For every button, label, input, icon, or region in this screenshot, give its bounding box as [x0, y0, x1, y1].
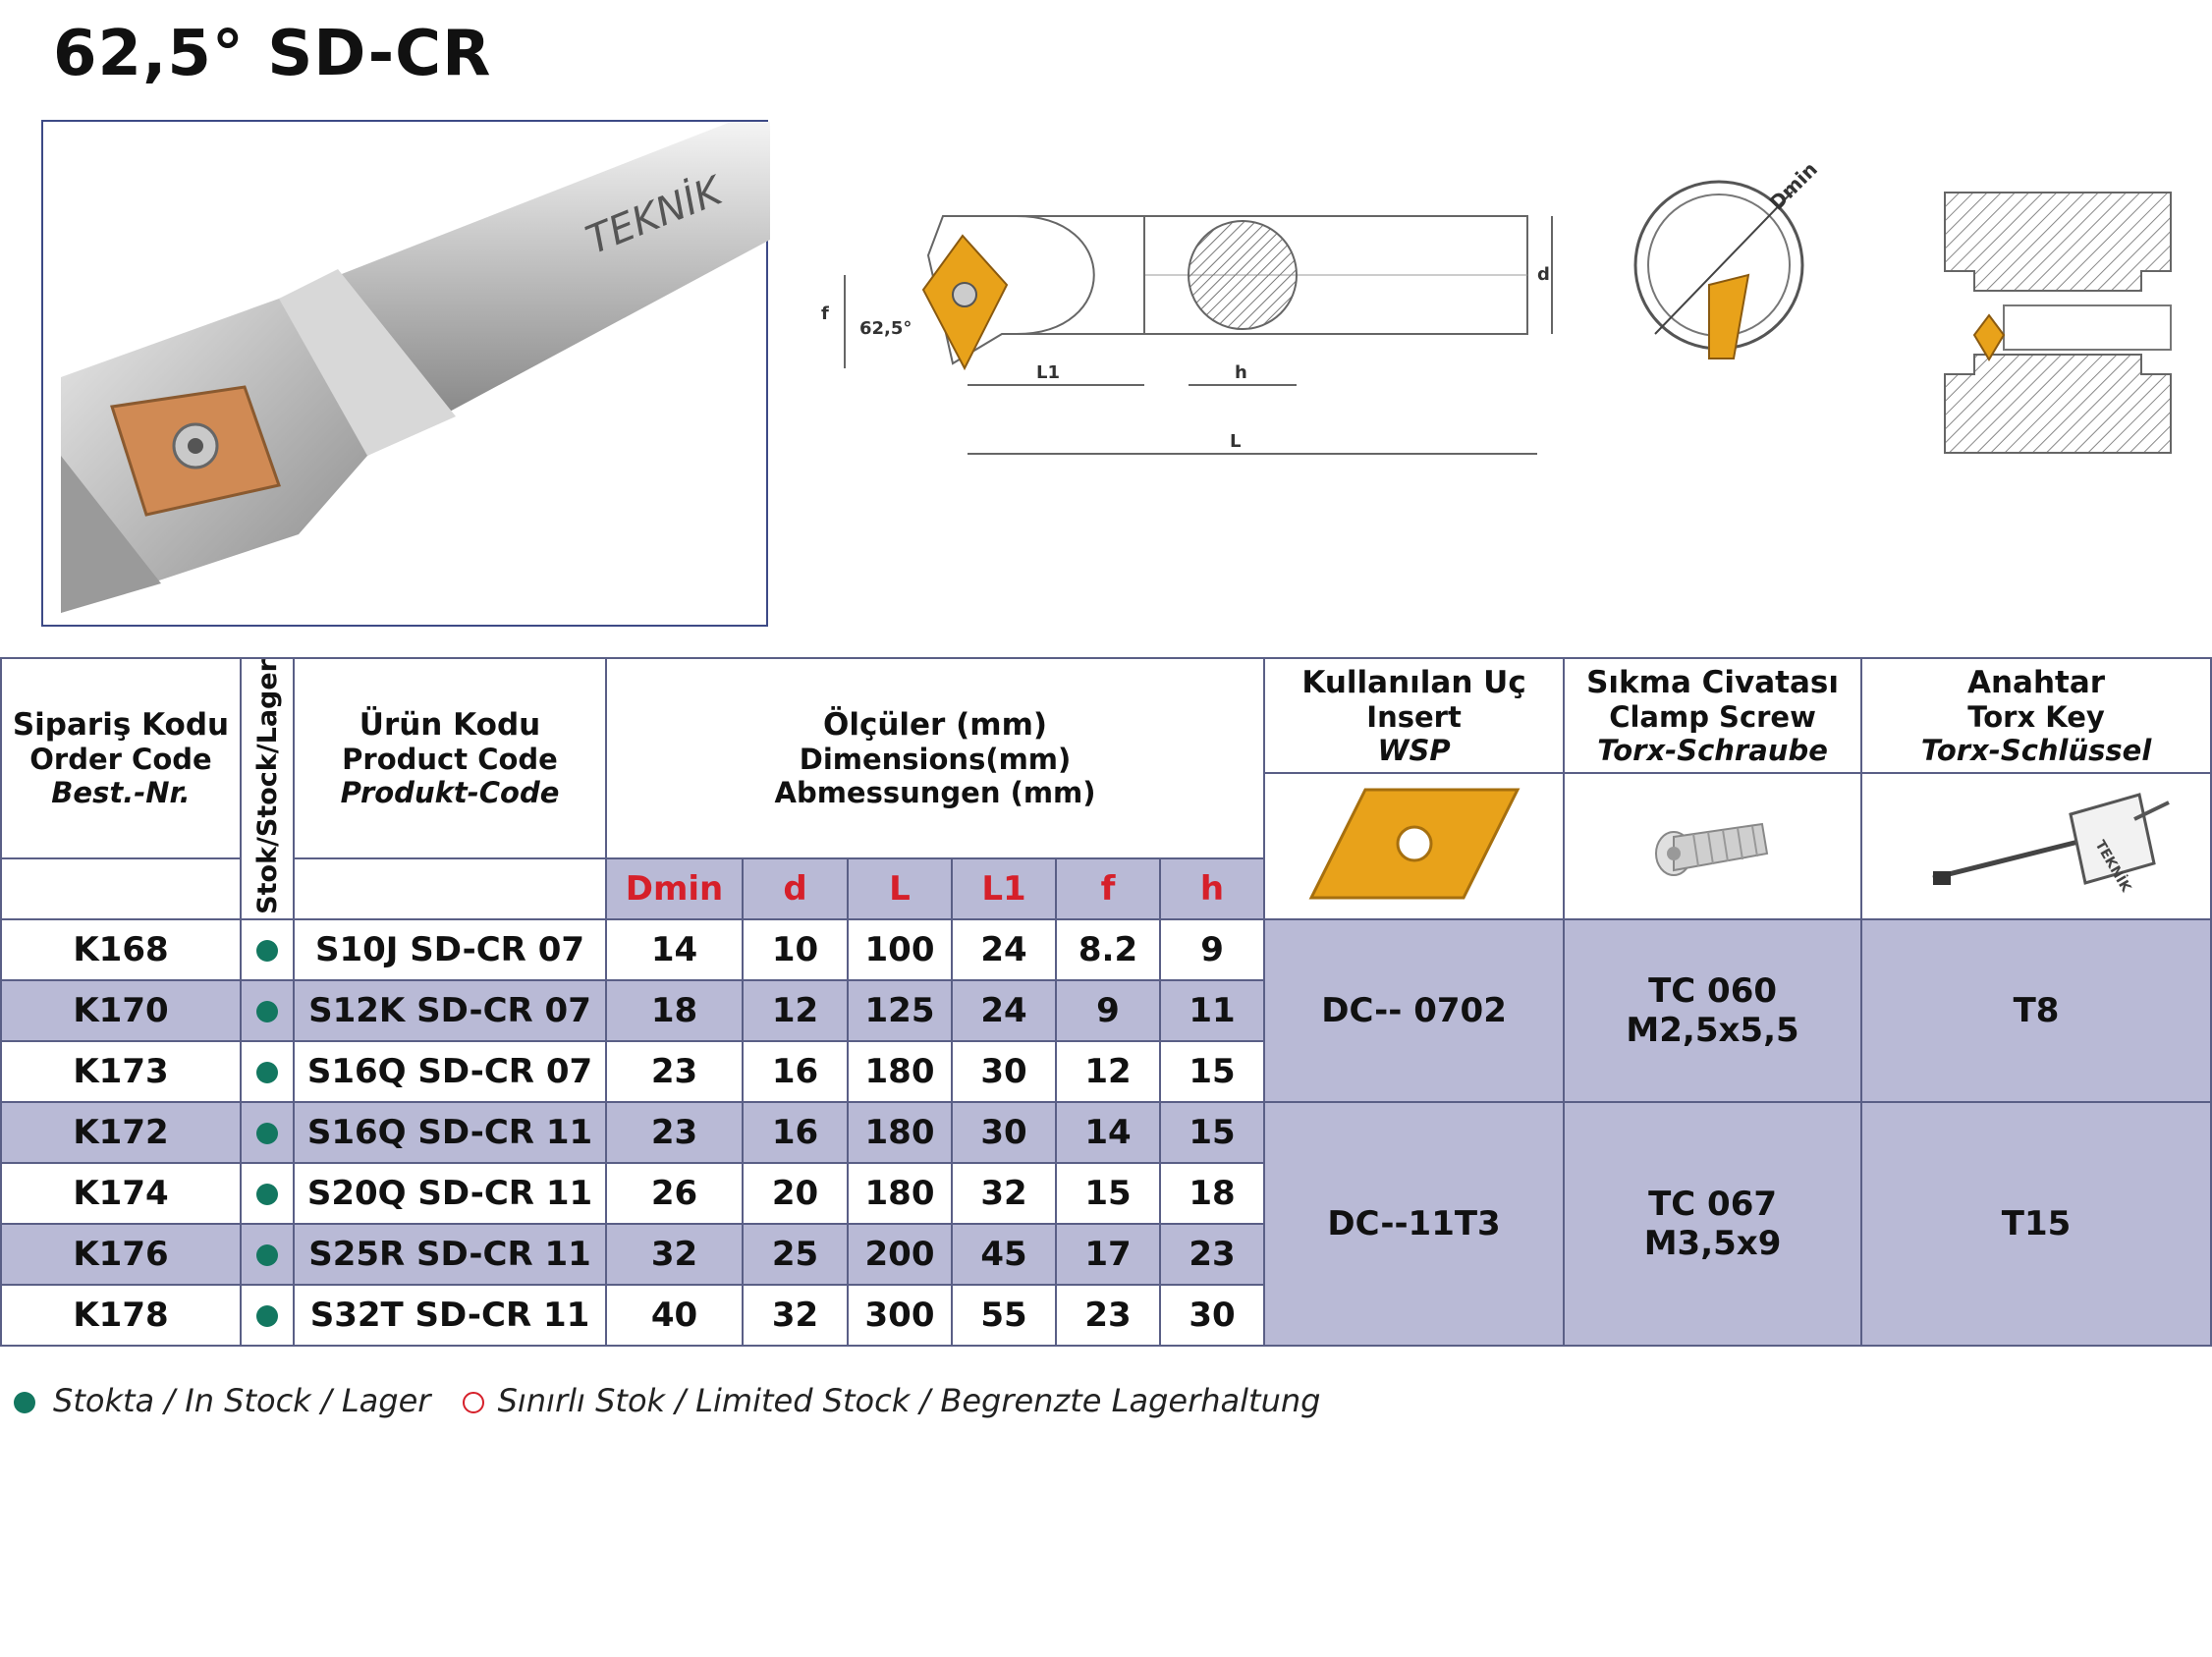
f-cell: 9 [1056, 980, 1160, 1041]
dmin-cell: 26 [606, 1163, 743, 1224]
header-dimensions: Ölçüler (mm) Dimensions(mm) Abmessungen (mm) [606, 658, 1264, 858]
l-cell: 100 [848, 919, 952, 980]
h-cell: 11 [1160, 980, 1264, 1041]
torx-key-image [1861, 773, 2211, 919]
h-cell: 15 [1160, 1041, 1264, 1102]
header-product-code: Ürün Kodu Product Code Produkt-Code [294, 658, 606, 858]
order-code-cell: K178 [1, 1285, 241, 1346]
insert-image [1264, 773, 1564, 919]
order-code-cell: K174 [1, 1163, 241, 1224]
clamp-screw-cell: TC 067 M3,5x9 [1564, 1102, 1861, 1346]
header-torx-key: Anahtar Torx Key Torx-Schlüssel [1861, 658, 2211, 773]
brand-logo-text: TEKNİK [580, 168, 729, 264]
f-cell: 12 [1056, 1041, 1160, 1102]
d-cell: 20 [743, 1163, 848, 1224]
spec-table [0, 657, 2212, 1347]
h-cell: 18 [1160, 1163, 1264, 1224]
l1-cell: 30 [952, 1041, 1056, 1102]
l-cell: 180 [848, 1163, 952, 1224]
dim-label-l1: L1 [1036, 362, 1060, 383]
l1-cell: 55 [952, 1285, 1056, 1346]
in-stock-dot [256, 1305, 278, 1327]
product-code-cell: S10J SD-CR 07 [294, 919, 606, 980]
d-cell: 16 [743, 1041, 848, 1102]
table-row [1, 1102, 2211, 1163]
in-stock-dot [256, 940, 278, 962]
f-cell: 14 [1056, 1102, 1160, 1163]
in-stock-dot [256, 1001, 278, 1022]
dim-label-dmin: Dmin [1764, 157, 1822, 215]
angle-label: 62,5° [859, 318, 912, 339]
product-code-cell: S12K SD-CR 07 [294, 980, 606, 1041]
dim-label-f: f [821, 304, 829, 324]
dim-header-h: h [1160, 858, 1264, 919]
l1-cell: 30 [952, 1102, 1056, 1163]
l1-cell: 32 [952, 1163, 1056, 1224]
f-cell: 15 [1056, 1163, 1160, 1224]
dmin-cell: 23 [606, 1102, 743, 1163]
clamp-screw-cell: TC 060 M2,5x5,5 [1564, 919, 1861, 1102]
f-cell: 8.2 [1056, 919, 1160, 980]
d-cell: 25 [743, 1224, 848, 1285]
insert-code-cell: DC-- 0702 [1264, 919, 1564, 1102]
l1-cell: 24 [952, 980, 1056, 1041]
product-code-cell: S25R SD-CR 11 [294, 1224, 606, 1285]
order-code-cell: K173 [1, 1041, 241, 1102]
in-stock-dot [256, 1062, 278, 1083]
key-logo-text: TEKNİK [2091, 838, 2134, 896]
l-cell: 300 [848, 1285, 952, 1346]
product-code-cell: S32T SD-CR 11 [294, 1285, 606, 1346]
dim-label-h: h [1235, 362, 1247, 383]
dmin-cell: 40 [606, 1285, 743, 1346]
bore-section-drawing [1945, 193, 2171, 453]
h-cell: 9 [1160, 919, 1264, 980]
stock-legend [14, 1382, 1320, 1419]
l1-cell: 24 [952, 919, 1056, 980]
header-order-code: Sipariş Kodu Order Code Best.-Nr. [1, 658, 241, 858]
dmin-cell: 18 [606, 980, 743, 1041]
h-cell: 30 [1160, 1285, 1264, 1346]
f-cell: 23 [1056, 1285, 1160, 1346]
clamp-screw-image [1564, 773, 1861, 919]
dim-header-f: f [1056, 858, 1160, 919]
d-cell: 12 [743, 980, 848, 1041]
technical-drawing [805, 138, 1550, 471]
d-cell: 32 [743, 1285, 848, 1346]
l-cell: 180 [848, 1102, 952, 1163]
h-cell: 23 [1160, 1224, 1264, 1285]
order-code-cell: K168 [1, 919, 241, 980]
dim-header-dmin: Dmin [606, 858, 743, 919]
dmin-cell: 23 [606, 1041, 743, 1102]
product-code-cell: S16Q SD-CR 07 [294, 1041, 606, 1102]
dim-header-l: L [848, 858, 952, 919]
l1-cell: 45 [952, 1224, 1056, 1285]
limited-stock-legend-text: Sınırlı Stok / Limited Stock / Begrenzte Lagerhaltung [497, 1382, 1321, 1419]
limited-stock-legend-dot [463, 1392, 484, 1413]
dmin-cell: 32 [606, 1224, 743, 1285]
h-cell: 15 [1160, 1102, 1264, 1163]
dim-label-d: d [1537, 264, 1550, 285]
header-insert: Kullanılan Uç Insert WSP [1264, 658, 1564, 773]
l-cell: 125 [848, 980, 952, 1041]
page-title: 62,5° SD-CR [53, 18, 492, 90]
l-cell: 200 [848, 1224, 952, 1285]
in-stock-legend-text: Stokta / In Stock / Lager [53, 1382, 431, 1419]
f-cell: 17 [1056, 1224, 1160, 1285]
dim-header-d: d [743, 858, 848, 919]
dmin-detail-drawing [1611, 138, 1847, 373]
torx-key-cell: T15 [1861, 1102, 2211, 1346]
in-stock-dot [256, 1244, 278, 1266]
in-stock-dot [256, 1184, 278, 1205]
dim-header-l1: L1 [952, 858, 1056, 919]
d-cell: 16 [743, 1102, 848, 1163]
in-stock-legend-dot [14, 1392, 35, 1413]
order-code-cell: K172 [1, 1102, 241, 1163]
l-cell: 180 [848, 1041, 952, 1102]
product-code-cell: S16Q SD-CR 11 [294, 1102, 606, 1163]
product-photo [41, 120, 768, 627]
product-code-cell: S20Q SD-CR 11 [294, 1163, 606, 1224]
dmin-cell: 14 [606, 919, 743, 980]
d-cell: 10 [743, 919, 848, 980]
torx-key-cell: T8 [1861, 919, 2211, 1102]
order-code-cell: K176 [1, 1224, 241, 1285]
insert-code-cell: DC--11T3 [1264, 1102, 1564, 1346]
dim-label-l: L [1230, 431, 1242, 452]
table-row [1, 919, 2211, 980]
header-clamp-screw: Sıkma Civatası Clamp Screw Torx-Schraube [1564, 658, 1861, 773]
order-code-cell: K170 [1, 980, 241, 1041]
header-stock: Stok/Stock/Lager [241, 658, 294, 919]
in-stock-dot [256, 1123, 278, 1144]
